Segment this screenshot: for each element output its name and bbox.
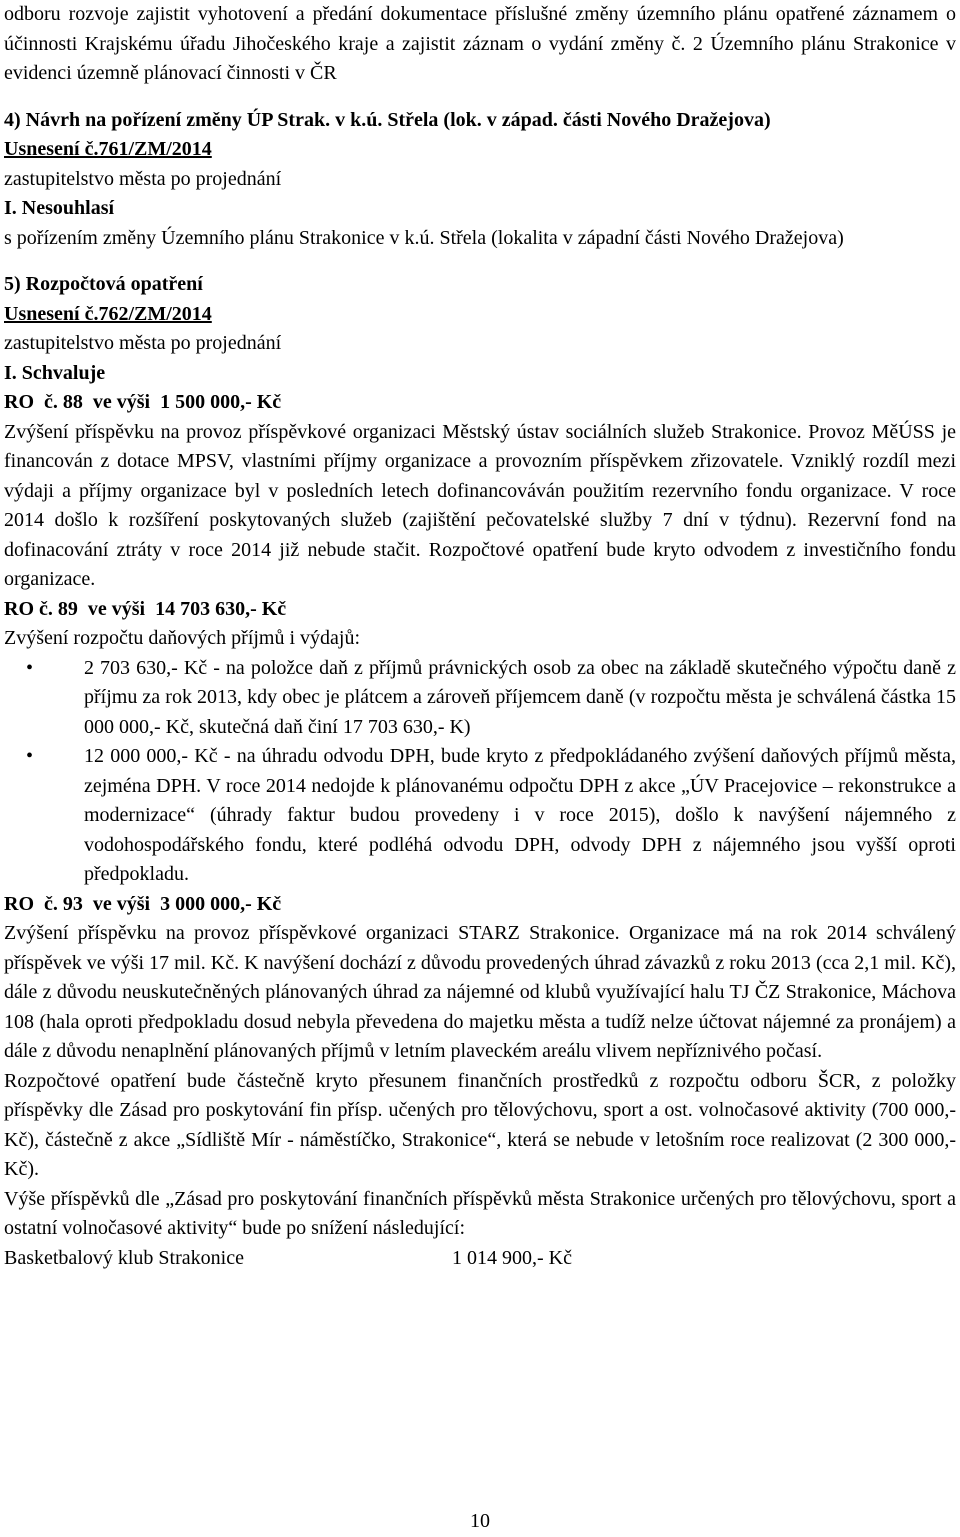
ro-93-heading: RO č. 93 ve výši 3 000 000,- Kč xyxy=(4,892,282,915)
item-4-heading: 4) Návrh na pořízení změny ÚP Strak. v k.ú. Střela (lok. v západ. části Nového Dražejova) xyxy=(4,108,771,131)
bullet-icon: • xyxy=(26,745,34,767)
item-4-text: s pořízením změny Územního plánu Strakonice v k.ú. Střela (lokalita v západní části Nového Dražejova) xyxy=(4,226,844,249)
item-4-verdict: I. Nesouhlasí xyxy=(4,197,115,219)
list-item xyxy=(4,742,956,890)
ro-88-heading: RO č. 88 ve výši 1 500 000,- Kč xyxy=(4,391,282,413)
item-4-council: zastupitelstvo města po projednání xyxy=(4,167,282,190)
club-amount: 1 014 900,- Kč xyxy=(452,1246,572,1269)
item-5-heading: 5) Rozpočtová opatření xyxy=(4,273,203,295)
item-5-resolution: Usnesení č.762/ZM/2014 xyxy=(4,302,212,325)
item-5-section xyxy=(4,270,956,1273)
spacer xyxy=(4,89,956,106)
ro-89-intro: Zvýšení rozpočtu daňových příjmů i výdajů: xyxy=(4,627,361,649)
list-item-text: 2 703 630,- Kč - na položce daň z příjmů právnických osob za obec na základě skutečného výpočtu daně z příjmu za rok 2013, kdy obec je plátcem a zároveň příjemcem daně (v rozpočtu města je schválená částka 15 000 000,- Kč, skutečná daň činí 17 703 630,- K) xyxy=(84,656,956,738)
list-item xyxy=(4,654,956,743)
ro-93-text-2: Rozpočtové opatření bude částečně kryto přesunem finančních prostředků z rozpočtu odboru ŠCR, z položky příspěvky dle Zásad pro poskytování fin přísp. učených pro tělovýchovu, sport a ost. volnočasové aktivity (700 000,- Kč), částečně z akce „Sídliště Mír - náměstíčko, Strakonice“, která se nebude v letošním roce realizovat (2 300 000,- Kč). xyxy=(4,1069,956,1180)
page-number: 10 xyxy=(470,1510,490,1532)
ro-89-heading: RO č. 89 ve výši 14 703 630,- Kč xyxy=(4,597,287,620)
ro-93-text-1: Zvýšení příspěvku na provoz příspěvkové organizaci STARZ Strakonice. Organizace má na rok 2014 schválený příspěvek ve výši 17 mil. Kč. K navýšení dochází z důvodu provedených úhrad závazků z roku 2013 (cca 2,1 mil. Kč), dále z důvodu neuskutečněných plánovaných úhrad za nájemné od klubů využívající halu TJ ČZ Strakonice, Máchova 108 (hala oproti předpokladu dosud nebyla převedena do majetku města a tudíž nelze účtovat nájemné za pronájem) a dále z důvodu nenaplnění plánovaných příjmů v letním plaveckém areálu vlivem nepříznivého počasí. xyxy=(4,922,956,1062)
intro-paragraph: odboru rozvoje zajistit vyhotovení a předání dokumentace příslušné změny územního plánu opatřené záznamem o účinnosti Krajskému úřadu Jihočeského kraje a zajistit záznam o vydání změny č. 2 Územního plánu Strakonice v evidenci územně plánovací činnosti v ČR xyxy=(4,3,956,84)
bullet-icon: • xyxy=(26,656,34,679)
document-content xyxy=(4,0,956,1273)
ro-93-text-3: Výše příspěvků dle „Zásad pro poskytování finančních příspěvků města Strakonice určených pro tělovýchovu, sport a ostatní volnočasové aktivity“ bude po snížení následující: xyxy=(4,1187,956,1239)
ro-89-bullet-list xyxy=(4,654,956,890)
club-name: Basketbalový klub Strakonice xyxy=(4,1246,244,1269)
club-amount-row xyxy=(4,1244,956,1274)
item-5-verdict: I. Schvaluje xyxy=(4,361,106,384)
item-4-resolution: Usnesení č.761/ZM/2014 xyxy=(4,138,212,160)
spacer xyxy=(4,253,956,270)
item-4-section xyxy=(4,106,956,254)
list-item-text: 12 000 000,- Kč - na úhradu odvodu DPH, bude kryto z předpokládaného zvýšení daňových příjmů města, zejména DPH. V roce 2014 nedojde k plánovanému odpočtu DPH z akce „ÚV Pracejovice – rekonstrukce a modernizace“ (úhrady faktur budou provedeny i v roce 2015), došlo k navýšení nájemného z vodohospodářského fondu, které podléhá odvodu DPH, odvody DPH z nájemného jsou vyšší oproti předpokladu. xyxy=(84,745,956,885)
item-5-council: zastupitelstvo města po projednání xyxy=(4,332,282,354)
ro-88-text: Zvýšení příspěvku na provoz příspěvkové organizaci Městský ústav sociálních služeb Strakonice. Provoz MěÚSS je financován z dotace MPSV, vlastními příjmy organizace a provozním příspěvkem zřizovatele. Vzniklý rozdíl mezi výdaji a příjmy organizace byl v posledních letech dofinancováván použitím rezervního fondu organizace. V roce 2014 došlo k rozšíření poskytovaných služeb (zajištění pečovatelské služby 7 dní v týdnu). Rezervní fond na dofinacování ztráty v roce 2014 již nebude stačit. Rozpočtové opatření bude kryto odvodem z investičního fondu organizace. xyxy=(4,420,956,590)
